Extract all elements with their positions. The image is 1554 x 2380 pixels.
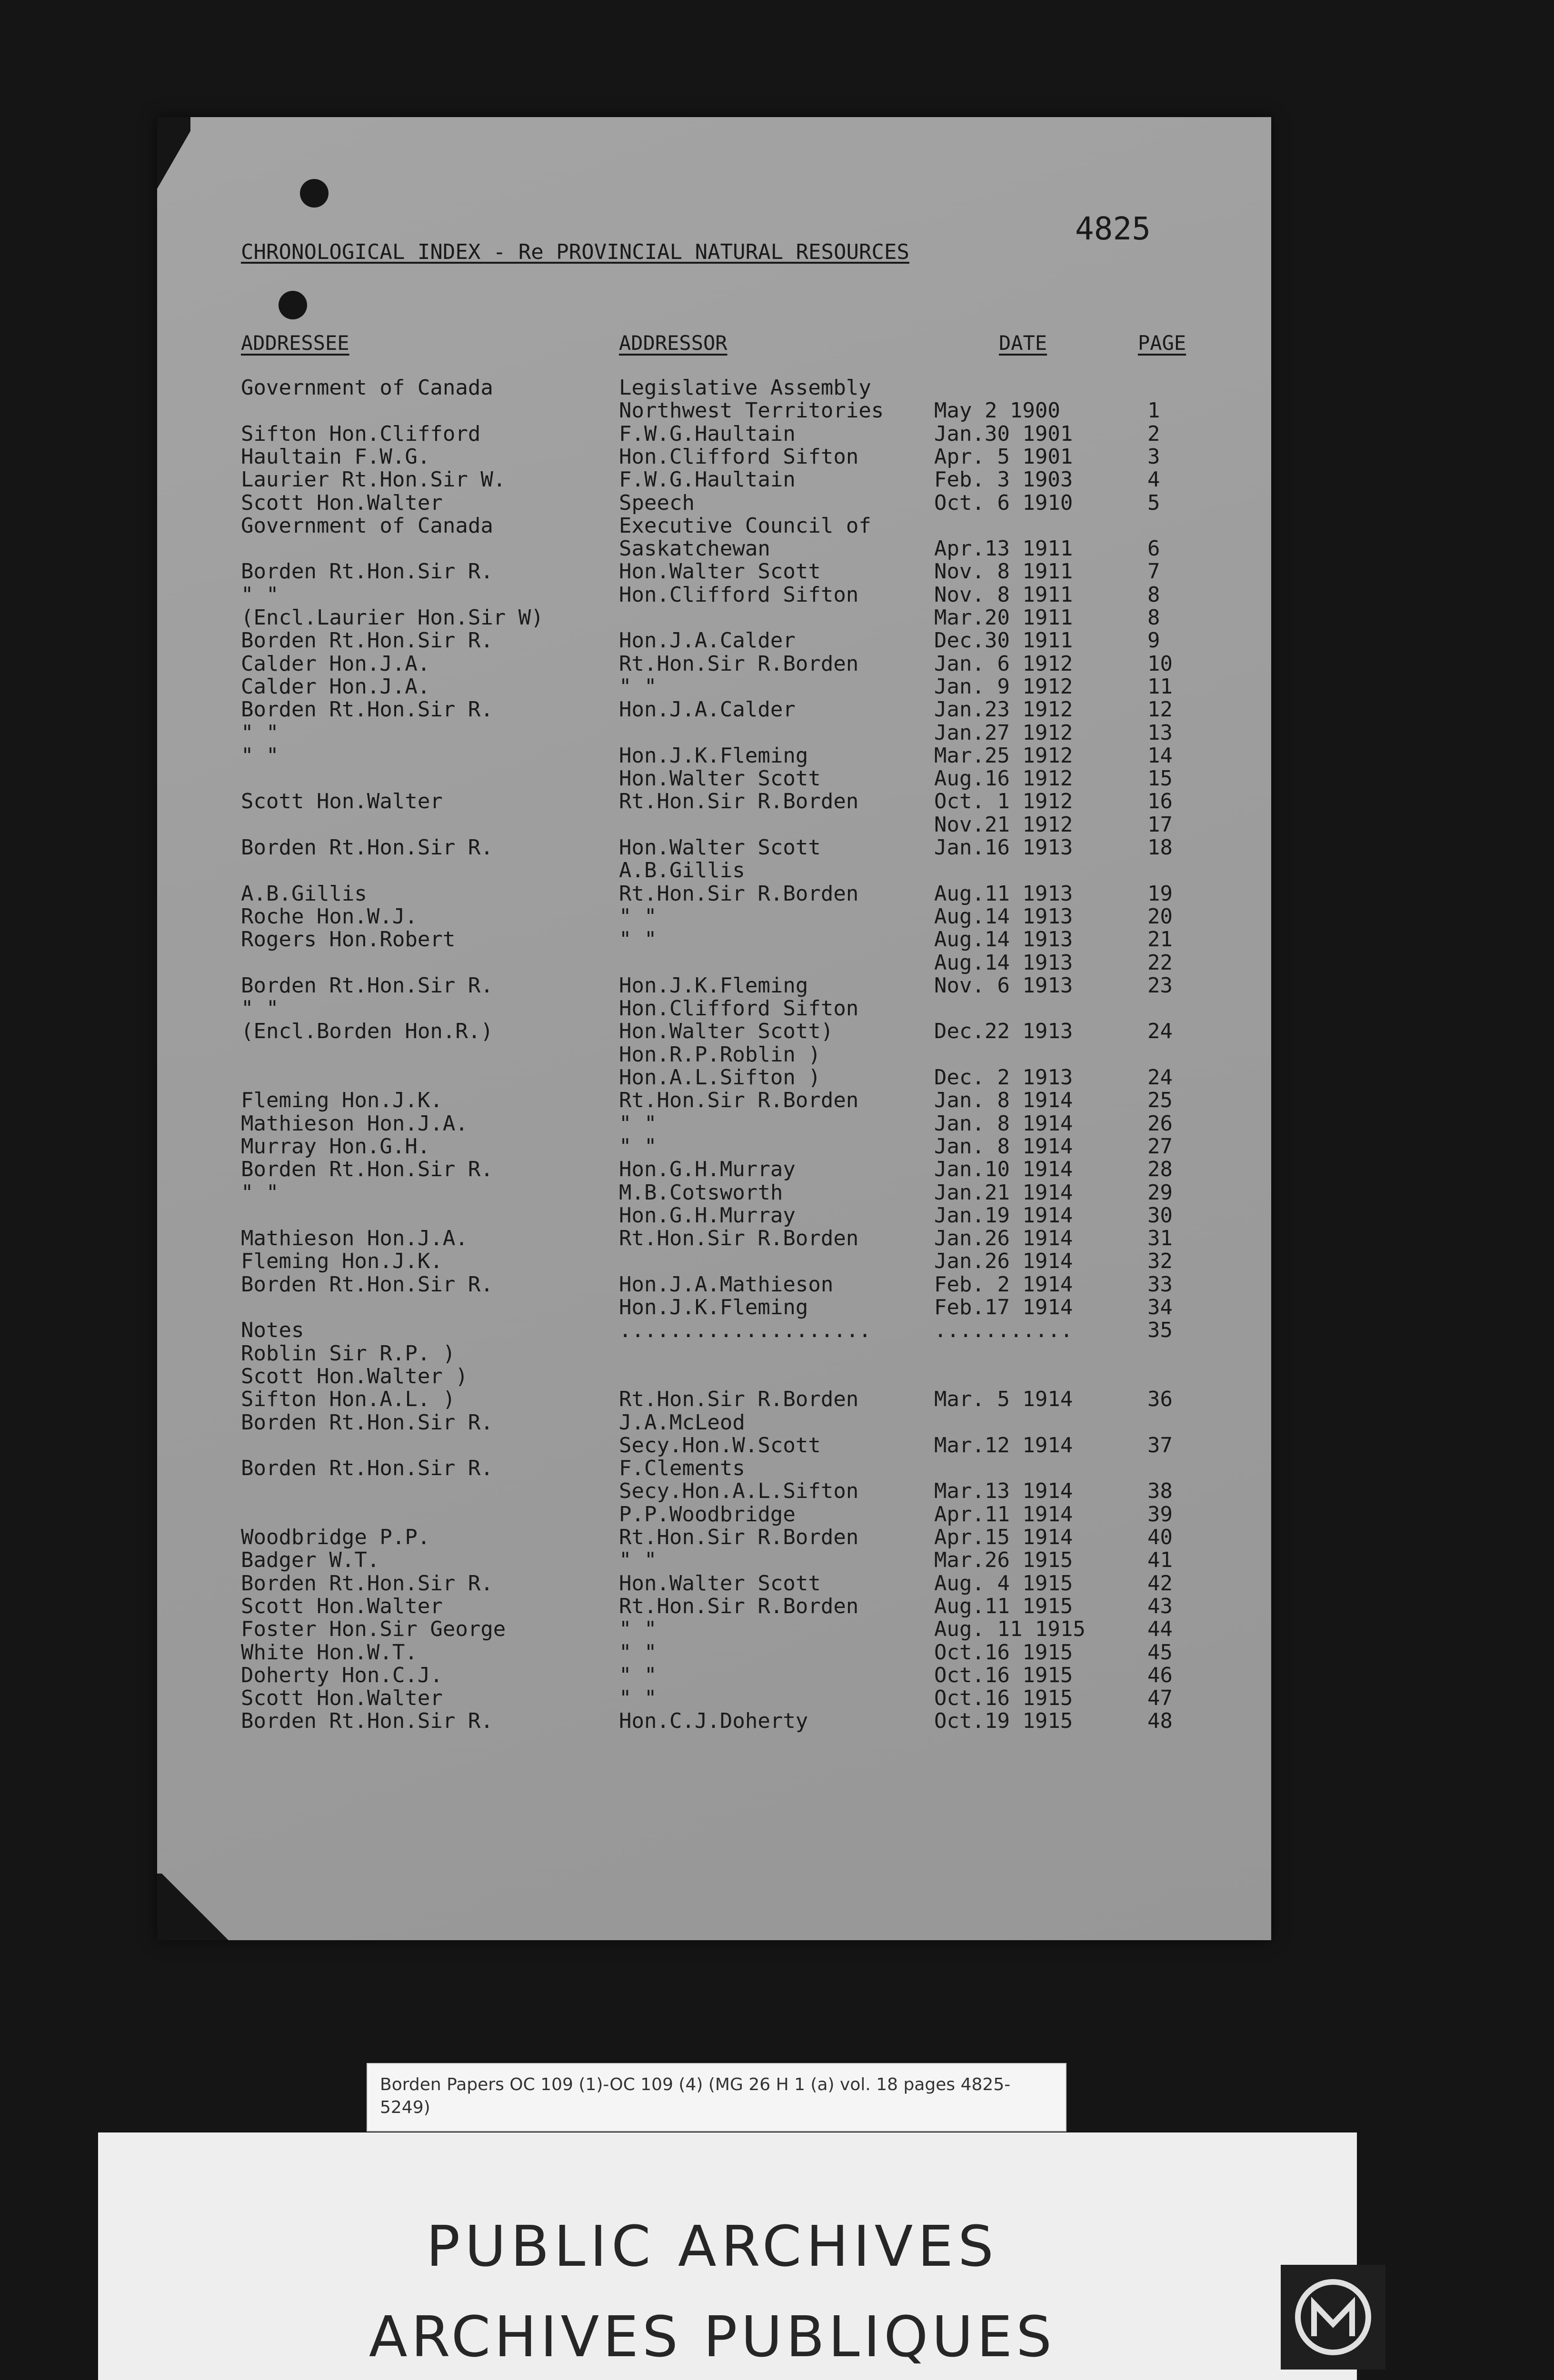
entry-date: Apr.11 1914 (934, 1502, 1073, 1527)
entry-date: Nov.21 1912 (934, 812, 1073, 837)
entry-date: Oct.19 1915 (934, 1709, 1073, 1734)
entry-addressee: White Hon.W.T. (241, 1640, 418, 1665)
entry-addressor: " " (619, 1640, 657, 1665)
entry-addressee: Borden Rt.Hon.Sir R. (241, 1571, 493, 1596)
entry-page: 10 (1147, 651, 1173, 676)
entry-page: 2 (1147, 421, 1160, 446)
entry-page: 20 (1147, 904, 1173, 929)
entry-addressee: Fleming Hon.J.K. (241, 1249, 443, 1274)
entry-page: 29 (1147, 1180, 1173, 1205)
entry-addressee: " " (241, 720, 279, 745)
entry-page: 22 (1147, 950, 1173, 975)
entry-addressor: Hon.G.H.Murray (619, 1157, 796, 1182)
entry-addressor: " " (619, 1134, 657, 1159)
entry-date: Oct.16 1915 (934, 1663, 1073, 1687)
entry-page: 44 (1147, 1617, 1173, 1642)
entry-addressor: Hon.Clifford Sifton (619, 582, 859, 607)
entry-date: Jan. 8 1914 (934, 1111, 1073, 1136)
entry-page: 45 (1147, 1640, 1173, 1665)
entry-page: 25 (1147, 1088, 1173, 1113)
entry-date: Jan.21 1914 (934, 1180, 1073, 1205)
entry-date: Jan. 8 1914 (934, 1088, 1073, 1113)
entry-addressee: Badger W.T. (241, 1548, 380, 1573)
entry-addressee: Scott Hon.Walter (241, 490, 443, 515)
entry-date: Jan.26 1914 (934, 1249, 1073, 1274)
entry-date: Aug.11 1915 (934, 1594, 1073, 1618)
entry-addressor: Hon.J.A.Calder (619, 628, 796, 653)
entry-addressor: F.W.G.Haultain (619, 421, 796, 446)
entry-addressee: Borden Rt.Hon.Sir R. (241, 1410, 493, 1435)
entry-addressor: Northwest Territories (619, 398, 884, 423)
entry-addressor: Executive Council of (619, 513, 871, 538)
entry-addressee: " " (241, 996, 279, 1021)
entry-addressee: Murray Hon.G.H. (241, 1134, 430, 1159)
entry-addressor: " " (619, 927, 657, 952)
entry-addressor: Hon.Walter Scott (619, 835, 821, 860)
entry-date: Mar. 5 1914 (934, 1387, 1073, 1412)
entry-addressee: Notes (241, 1318, 304, 1343)
entry-page: 6 (1147, 536, 1160, 561)
entry-addressee: Fleming Hon.J.K. (241, 1088, 443, 1113)
label-line-1: PUBLIC ARCHIVES (426, 2213, 998, 2279)
entry-page: 46 (1147, 1663, 1173, 1687)
entry-date: Jan.30 1901 (934, 421, 1073, 446)
entry-date: Apr.13 1911 (934, 536, 1073, 561)
entry-addressor: " " (619, 904, 657, 929)
entry-date: Mar.26 1915 (934, 1548, 1073, 1573)
entry-addressor: Hon.Clifford Sifton (619, 996, 859, 1021)
entry-page: 28 (1147, 1157, 1173, 1182)
entry-addressor: " " (619, 1548, 657, 1573)
entry-addressor: Rt.Hon.Sir R.Borden (619, 1226, 859, 1251)
entry-addressee: Foster Hon.Sir George (241, 1617, 506, 1642)
entry-addressee: Government of Canada (241, 376, 493, 400)
column-header-page: PAGE (1138, 331, 1186, 355)
entry-page: 12 (1147, 697, 1173, 722)
entry-addressee: Rogers Hon.Robert (241, 927, 456, 952)
entry-addressee: Borden Rt.Hon.Sir R. (241, 559, 493, 584)
entry-addressee: Sifton Hon.A.L. ) (241, 1387, 456, 1412)
entry-addressor: " " (619, 1663, 657, 1687)
entry-addressor: Hon.J.A.Calder (619, 697, 796, 722)
entry-page: 30 (1147, 1203, 1173, 1228)
entry-addressor: Hon.J.A.Mathieson (619, 1272, 834, 1297)
entry-addressor: Legislative Assembly (619, 376, 871, 400)
entry-addressor: Rt.Hon.Sir R.Borden (619, 789, 859, 814)
entry-date: Feb. 3 1903 (934, 467, 1073, 492)
entry-addressee: Scott Hon.Walter ) (241, 1364, 468, 1388)
page-number: 4825 (1075, 210, 1151, 247)
entry-addressee: Government of Canada (241, 513, 493, 538)
document-title: CHRONOLOGICAL INDEX - Re PROVINCIAL NATURAL RESOURCES (241, 240, 909, 264)
document-page (157, 117, 1271, 1940)
entry-addressee: Borden Rt.Hon.Sir R. (241, 973, 493, 998)
entry-page: 3 (1147, 444, 1160, 469)
entry-page: 31 (1147, 1226, 1173, 1251)
entry-addressor: Rt.Hon.Sir R.Borden (619, 1088, 859, 1113)
entry-addressee: Borden Rt.Hon.Sir R. (241, 1157, 493, 1182)
entry-date: Dec.30 1911 (934, 628, 1073, 653)
entry-page: 34 (1147, 1295, 1173, 1319)
entry-addressor: Hon.R.P.Roblin ) (619, 1042, 821, 1067)
entry-date: Oct.16 1915 (934, 1640, 1073, 1665)
entry-page: 33 (1147, 1272, 1173, 1297)
entry-date: Nov. 8 1911 (934, 582, 1073, 607)
entry-addressor: Secy.Hon.A.L.Sifton (619, 1479, 859, 1504)
entry-date: Feb.17 1914 (934, 1295, 1073, 1319)
entry-addressor: Hon.J.K.Fleming (619, 1295, 808, 1319)
entry-addressor: Hon.Walter Scott) (619, 1019, 834, 1044)
entry-addressee: Doherty Hon.C.J. (241, 1663, 443, 1687)
entry-page: 13 (1147, 720, 1173, 745)
entry-page: 35 (1147, 1318, 1173, 1343)
entry-addressee: Borden Rt.Hon.Sir R. (241, 697, 493, 722)
entry-date: Aug. 4 1915 (934, 1571, 1073, 1596)
entry-addressee: Sifton Hon.Clifford (241, 421, 481, 446)
entry-date: Mar.25 1912 (934, 743, 1073, 768)
entry-date: Dec. 2 1913 (934, 1065, 1073, 1090)
entry-addressor: " " (619, 1111, 657, 1136)
entry-addressee: Roche Hon.W.J. (241, 904, 418, 929)
entry-page: 8 (1147, 605, 1160, 630)
entry-addressor: Hon.G.H.Murray (619, 1203, 796, 1228)
entry-page: 17 (1147, 812, 1173, 837)
entry-addressor: Secy.Hon.W.Scott (619, 1433, 821, 1458)
entry-date: Mar.20 1911 (934, 605, 1073, 630)
entry-page: 23 (1147, 973, 1173, 998)
entry-date: Oct.16 1915 (934, 1686, 1073, 1711)
entry-date: Apr.15 1914 (934, 1525, 1073, 1549)
entry-addressor: Speech (619, 490, 695, 515)
entry-page: 19 (1147, 881, 1173, 906)
entry-page: 18 (1147, 835, 1173, 860)
entry-date: May 2 1900 (934, 398, 1060, 423)
entry-addressee: Scott Hon.Walter (241, 789, 443, 814)
entry-addressee: Haultain F.W.G. (241, 444, 430, 469)
entry-date: Jan. 9 1912 (934, 674, 1073, 699)
entry-page: 40 (1147, 1525, 1173, 1549)
label-line-2: ARCHIVES PUBLIQUES (369, 2304, 1056, 2370)
entry-date: Aug. 11 1915 (934, 1617, 1086, 1642)
entry-page: 24 (1147, 1065, 1173, 1090)
entry-addressor: Rt.Hon.Sir R.Borden (619, 1594, 859, 1618)
entry-addressor: Hon.Walter Scott (619, 1571, 821, 1596)
entry-date: Jan.16 1913 (934, 835, 1073, 860)
entry-addressee: Calder Hon.J.A. (241, 651, 430, 676)
entry-date: Nov. 6 1913 (934, 973, 1073, 998)
entry-page: 38 (1147, 1479, 1173, 1504)
entry-page: 21 (1147, 927, 1173, 952)
entry-addressee: A.B.Gillis (241, 881, 367, 906)
entry-date: Aug.11 1913 (934, 881, 1073, 906)
entry-date: Feb. 2 1914 (934, 1272, 1073, 1297)
entry-addressee: Borden Rt.Hon.Sir R. (241, 1709, 493, 1734)
entry-date: Jan.19 1914 (934, 1203, 1073, 1228)
entry-addressee: Roblin Sir R.P. ) (241, 1341, 456, 1366)
entry-addressor: " " (619, 674, 657, 699)
entry-addressor: Saskatchewan (619, 536, 770, 561)
entry-date: Aug.14 1913 (934, 950, 1073, 975)
entry-date: Aug.14 1913 (934, 927, 1073, 952)
entry-addressor: Hon.C.J.Doherty (619, 1709, 808, 1734)
entry-date: Aug.16 1912 (934, 766, 1073, 791)
entry-page: 9 (1147, 628, 1160, 653)
entry-addressee: Mathieson Hon.J.A. (241, 1111, 468, 1136)
entry-date: Oct. 6 1910 (934, 490, 1073, 515)
column-header-addressor: ADDRESSOR (619, 331, 727, 355)
entry-date: Jan. 6 1912 (934, 651, 1073, 676)
entry-addressor: Hon.Walter Scott (619, 766, 821, 791)
archives-logo-icon (1281, 2265, 1385, 2370)
entry-addressee: (Encl.Laurier Hon.Sir W) (241, 605, 544, 630)
entry-addressee: " " (241, 743, 279, 768)
entry-addressor: Rt.Hon.Sir R.Borden (619, 1387, 859, 1412)
entry-date: Apr. 5 1901 (934, 444, 1073, 469)
entry-addressee: Borden Rt.Hon.Sir R. (241, 628, 493, 653)
entry-addressor: Hon.Clifford Sifton (619, 444, 859, 469)
entry-addressee: Borden Rt.Hon.Sir R. (241, 1456, 493, 1481)
entry-addressee: " " (241, 582, 279, 607)
entry-addressor: .................... (619, 1318, 871, 1343)
entry-addressor: " " (619, 1617, 657, 1642)
punch-hole (279, 291, 307, 319)
entry-addressor: Rt.Hon.Sir R.Borden (619, 1525, 859, 1549)
entry-page: 47 (1147, 1686, 1173, 1711)
entry-date: Aug.14 1913 (934, 904, 1073, 929)
entry-date: Jan. 8 1914 (934, 1134, 1073, 1159)
entry-date: Mar.13 1914 (934, 1479, 1073, 1504)
entry-addressor: M.B.Cotsworth (619, 1180, 783, 1205)
entry-page: 4 (1147, 467, 1160, 492)
entry-addressor: F.W.G.Haultain (619, 467, 796, 492)
entry-addressee: Mathieson Hon.J.A. (241, 1226, 468, 1251)
entry-addressee: Woodbridge P.P. (241, 1525, 430, 1549)
punch-hole (300, 179, 329, 208)
entry-addressor: A.B.Gillis (619, 858, 745, 883)
entry-addressor: Hon.Walter Scott (619, 559, 821, 584)
entry-page: 11 (1147, 674, 1173, 699)
column-header-addressee: ADDRESSEE (241, 331, 349, 355)
entry-page: 14 (1147, 743, 1173, 768)
entry-date: ........... (934, 1318, 1073, 1343)
entry-addressee: Scott Hon.Walter (241, 1686, 443, 1711)
entry-page: 42 (1147, 1571, 1173, 1596)
column-header-date: DATE (999, 331, 1047, 355)
entry-addressor: Rt.Hon.Sir R.Borden (619, 881, 859, 906)
entry-addressee: Borden Rt.Hon.Sir R. (241, 1272, 493, 1297)
entry-addressee: Scott Hon.Walter (241, 1594, 443, 1618)
entry-page: 39 (1147, 1502, 1173, 1527)
entry-addressor: Hon.J.K.Fleming (619, 743, 808, 768)
entry-addressor: Hon.A.L.Sifton ) (619, 1065, 821, 1090)
entry-addressee: Laurier Rt.Hon.Sir W. (241, 467, 506, 492)
entry-page: 43 (1147, 1594, 1173, 1618)
entry-page: 15 (1147, 766, 1173, 791)
entry-page: 5 (1147, 490, 1160, 515)
entry-addressor: J.A.McLeod (619, 1410, 745, 1435)
entry-addressor: " " (619, 1686, 657, 1711)
entry-date: Mar.12 1914 (934, 1433, 1073, 1458)
entry-page: 8 (1147, 582, 1160, 607)
entry-date: Dec.22 1913 (934, 1019, 1073, 1044)
entry-page: 27 (1147, 1134, 1173, 1159)
entry-addressee: (Encl.Borden Hon.R.) (241, 1019, 493, 1044)
entry-date: Jan.26 1914 (934, 1226, 1073, 1251)
archives-logo (1281, 2265, 1385, 2370)
entry-date: Jan.23 1912 (934, 697, 1073, 722)
entry-page: 37 (1147, 1433, 1173, 1458)
entry-addressee: Borden Rt.Hon.Sir R. (241, 835, 493, 860)
entry-date: Nov. 8 1911 (934, 559, 1073, 584)
entry-addressee: Calder Hon.J.A. (241, 674, 430, 699)
entry-addressor: Rt.Hon.Sir R.Borden (619, 651, 859, 676)
entry-page: 16 (1147, 789, 1173, 814)
entry-page: 36 (1147, 1387, 1173, 1412)
entry-addressee: " " (241, 1180, 279, 1205)
entry-page: 1 (1147, 398, 1160, 423)
entry-date: Jan.10 1914 (934, 1157, 1073, 1182)
caption-box: Borden Papers OC 109 (1)-OC 109 (4) (MG 26 H 1 (a) vol. 18 pages 4825-5249) (367, 2063, 1066, 2132)
entry-addressor: F.Clements (619, 1456, 745, 1481)
entry-addressor: Hon.J.K.Fleming (619, 973, 808, 998)
entry-date: Oct. 1 1912 (934, 789, 1073, 814)
entry-page: 26 (1147, 1111, 1173, 1136)
entry-addressor: P.P.Woodbridge (619, 1502, 796, 1527)
entry-date: Jan.27 1912 (934, 720, 1073, 745)
entry-page: 32 (1147, 1249, 1173, 1274)
entry-page: 7 (1147, 559, 1160, 584)
entry-page: 48 (1147, 1709, 1173, 1734)
archives-label (98, 2132, 1357, 2380)
entry-page: 41 (1147, 1548, 1173, 1573)
entry-page: 24 (1147, 1019, 1173, 1044)
